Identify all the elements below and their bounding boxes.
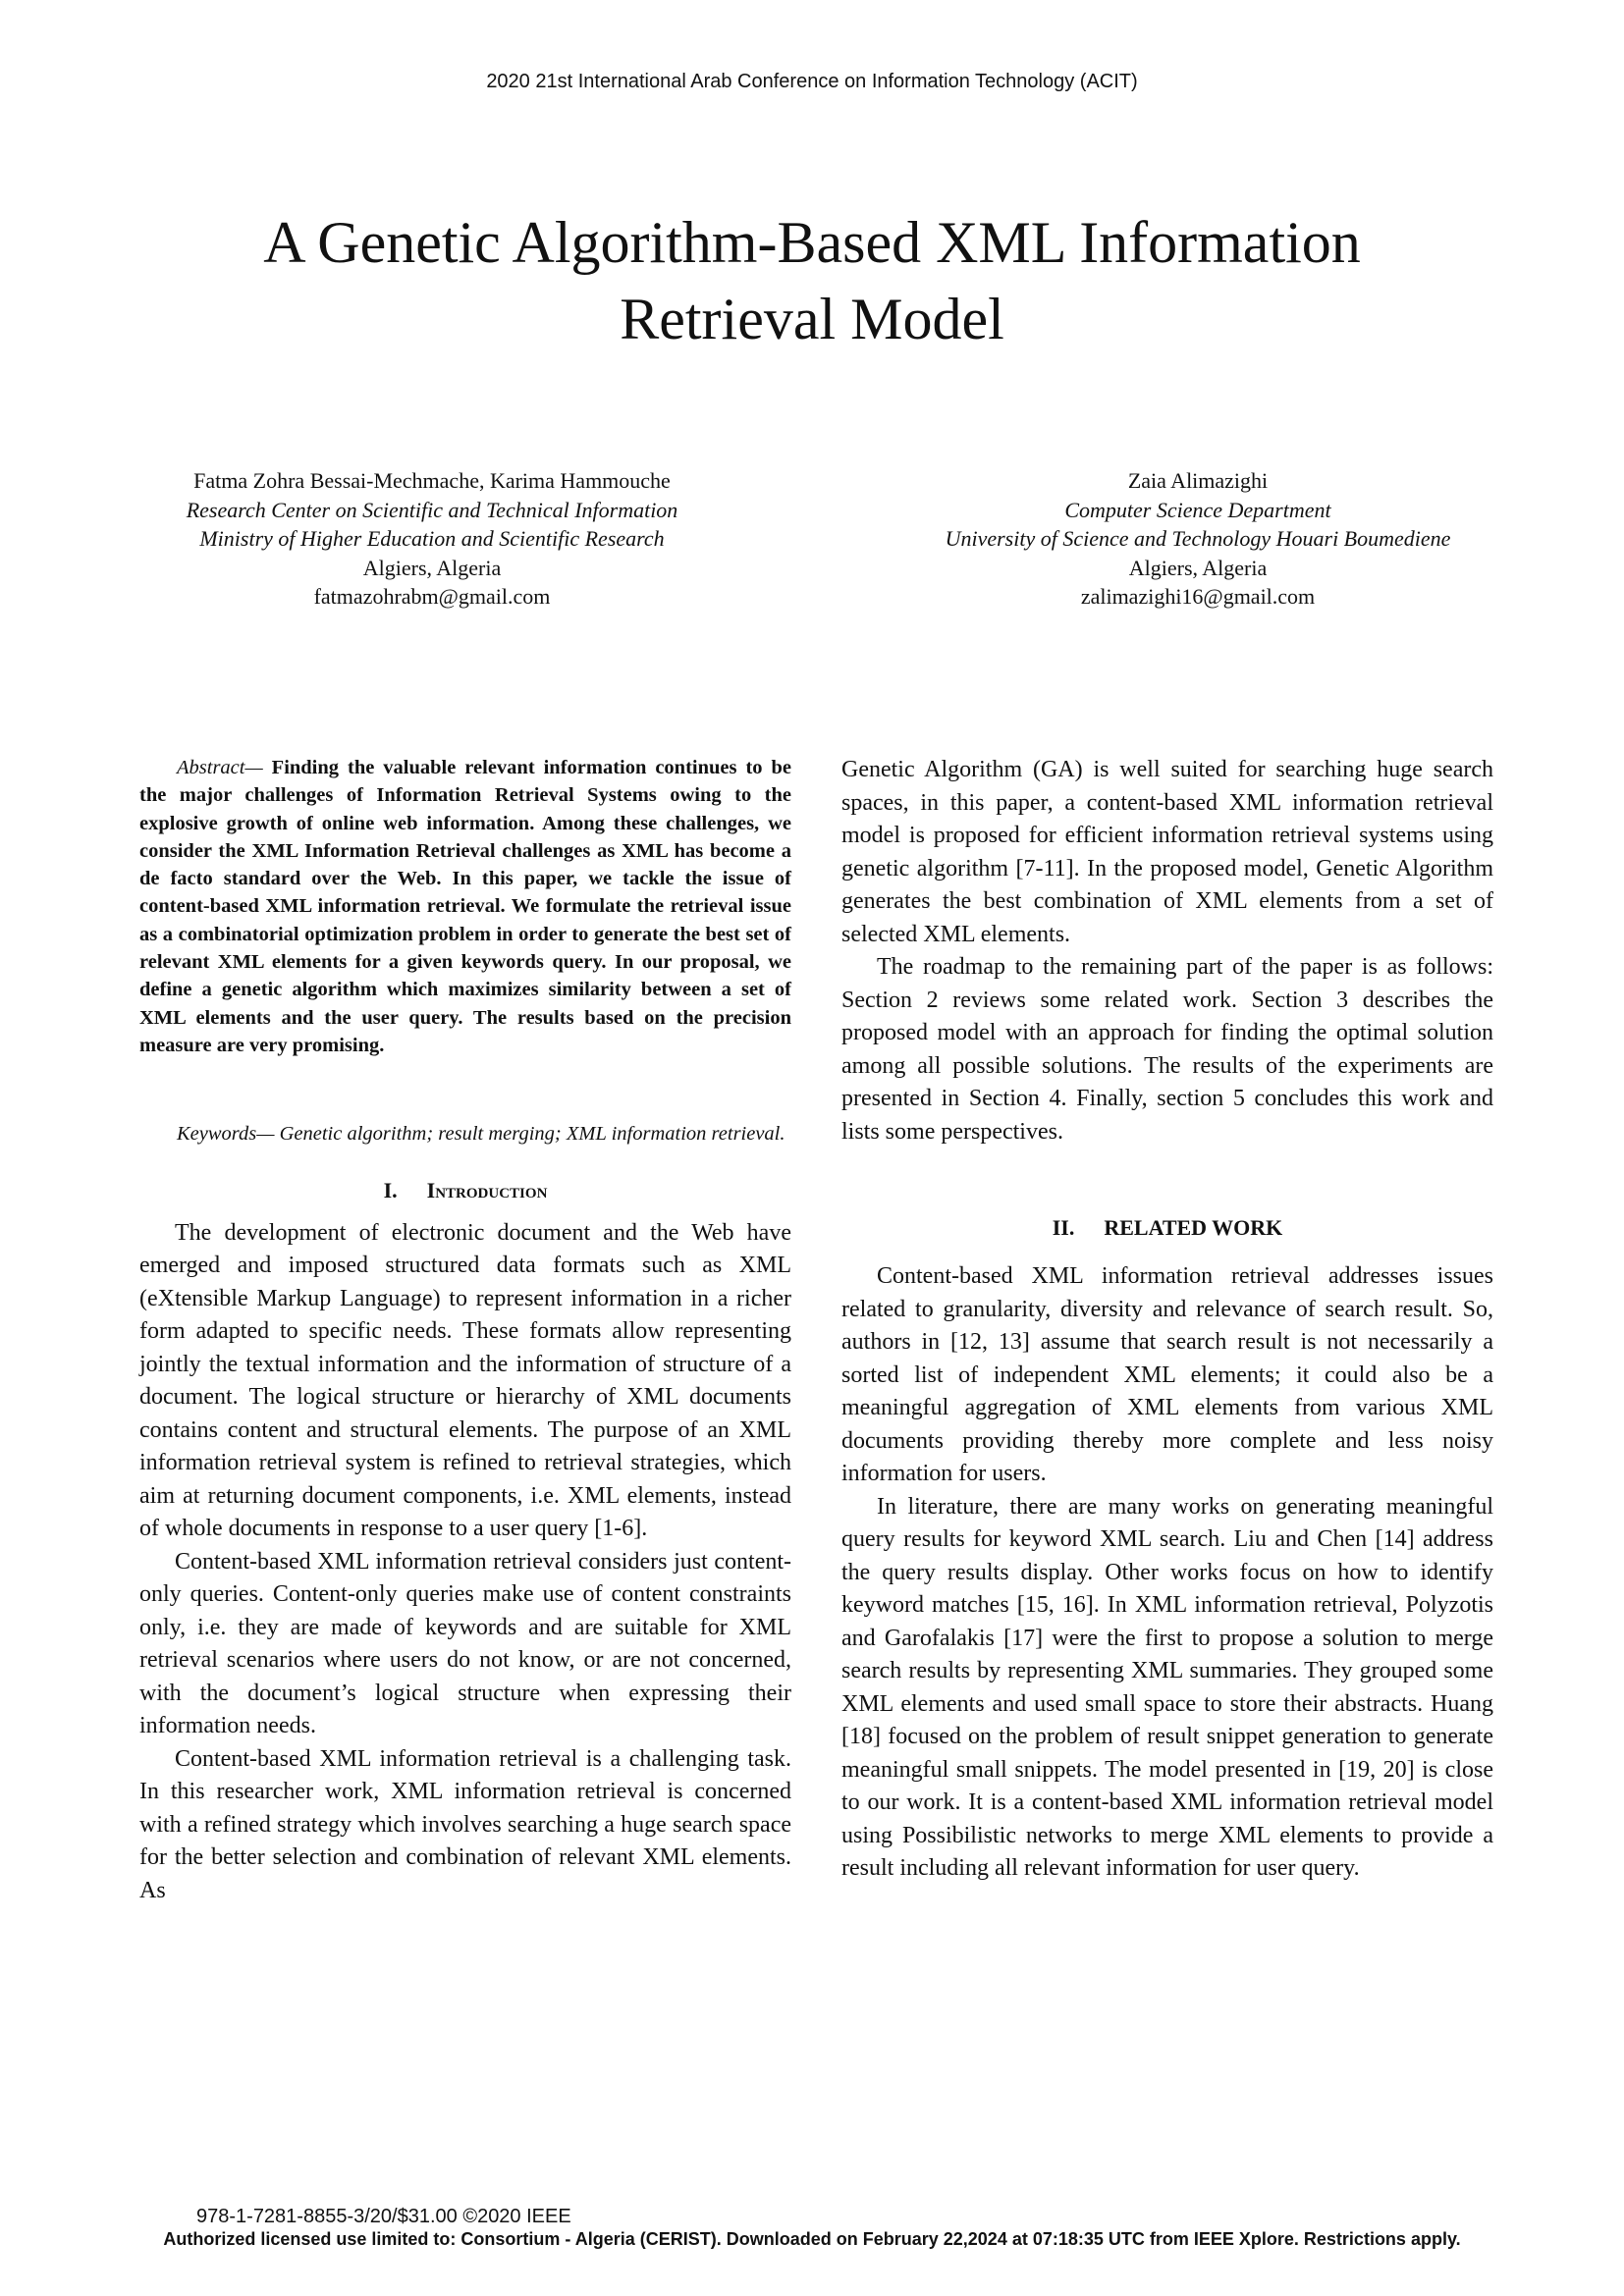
author-affiliation: University of Science and Technology Houari Boumediene bbox=[945, 526, 1451, 551]
related-work-paragraph: Content-based XML information retrieval addresses issues related to granularity, diversity and relevance of search result. So, authors in [12, 13] assume that search result is not necessarily a sorted list of independent XML elements; it could also be a meaningful aggregation of XML elements from various XML documents providing thereby more complete and less noisy information for users. bbox=[841, 1263, 1493, 1486]
right-column bbox=[841, 754, 1493, 1886]
author-names: Fatma Zohra Bessai-Mechmache, Karima Hammouche bbox=[193, 468, 671, 493]
author-location: Algiers, Algeria bbox=[362, 555, 502, 580]
paper-title-line-1: A Genetic Algorithm-Based XML Information bbox=[263, 210, 1361, 275]
left-column bbox=[139, 754, 791, 1907]
author-email: fatmazohrabm@gmail.com bbox=[313, 584, 551, 609]
abstract-label: Abstract— bbox=[177, 757, 263, 778]
section-heading-related-work bbox=[841, 1215, 1493, 1241]
section-heading-introduction bbox=[139, 1178, 791, 1203]
footer-isbn: 978-1-7281-8855-3/20/$31.00 ©2020 IEEE bbox=[196, 2206, 571, 2227]
intro-paragraph: Content-based XML information retrieval considers just content-only queries. Content-only queries make use of content constraints only, i.e. they are made of keywords and are suitable for XML retrieval scenarios where users do not know, or are not concerned, with the document’s logical structure when expressing their information needs. bbox=[139, 1548, 791, 1739]
author-block-right bbox=[864, 466, 1532, 612]
section-title: Introduction bbox=[426, 1177, 548, 1202]
intro-paragraph: Genetic Algorithm (GA) is well suited for searching huge search spaces, in this paper, a content-based XML information retrieval model is proposed for efficient information retrieval systems using genetic algorithm [7-11]. In the proposed model, Genetic Algorithm generates the best combination of XML elements from a set of selected XML elements. bbox=[841, 757, 1493, 947]
author-email: zalimazighi16@gmail.com bbox=[1080, 584, 1316, 609]
section-title: RELATED WORK bbox=[1104, 1215, 1283, 1240]
intro-paragraph: The development of electronic document and the Web have emerged and imposed structured data formats such as XML (eXtensible Markup Language) to represent information in a richer form adapted to specific needs. These formats allow representing jointly the textual information and the information of structure of a document. The logical structure or hierarchy of XML documents contains content and structural elements. The purpose of an XML information retrieval system is refined to retrieval strategies, which aim at returning document components, i.e. XML elements, instead of whole documents in response to a user query [1-6]. bbox=[139, 1219, 791, 1542]
abstract bbox=[139, 754, 791, 1059]
intro-paragraph: The roadmap to the remaining part of the paper is as follows: Section 2 reviews some related work. Section 3 describes the proposed model with an approach for finding the optimal solution among all possible solutions. The results of the experiments are presented in Section 4. Finally, section 5 concludes this work and lists some perspectives. bbox=[841, 954, 1493, 1145]
keywords: Keywords— Genetic algorithm; result merging; XML information retrieval. bbox=[177, 1123, 785, 1146]
conference-header: 2020 21st International Arab Conference on Information Technology (ACIT) bbox=[486, 71, 1138, 92]
intro-paragraph: Content-based XML information retrieval is a challenging task. In this researcher work, XML information retrieval is concerned with a refined strategy which involves searching a huge search space for the better selection and combination of relevant XML elements. As bbox=[139, 1745, 791, 1903]
author-location: Algiers, Algeria bbox=[1128, 555, 1268, 580]
author-affiliation: Ministry of Higher Education and Scientific Research bbox=[199, 526, 665, 551]
paper-title bbox=[98, 204, 1526, 357]
author-names: Zaia Alimazighi bbox=[1127, 468, 1269, 493]
author-affiliation: Research Center on Scientific and Technical Information bbox=[186, 497, 678, 522]
section-number: I. bbox=[383, 1177, 398, 1202]
section-number: II. bbox=[1052, 1215, 1075, 1240]
footer-license: Authorized licensed use limited to: Consortium - Algeria (CERIST). Downloaded on February 22,2024 at 07:18:35 UTC from IEEE Xplore. Restrictions apply. bbox=[163, 2229, 1461, 2249]
related-work-paragraph: In literature, there are many works on generating meaningful query results for keyword XML search. Liu and Chen [14] address the query results display. Other works focus on how to identify keyword matches [15, 16]. In XML information retrieval, Polyzotis and Garofalakis [17] were the first to propose a solution to merge search results by representing XML summaries. They grouped some XML elements and used small space to store their abstracts. Huang [18] focused on the problem of result snippet generation to generate meaningful small snippets. The model presented in [19, 20] is close to our work. It is a content-based XML information retrieval model using Possibilistic networks to merge XML elements to provide a result including all relevant information for user query. bbox=[841, 1493, 1493, 1881]
author-affiliation: Computer Science Department bbox=[1064, 497, 1331, 522]
author-block-left bbox=[108, 466, 756, 612]
abstract-text: Finding the valuable relevant information continues to be the major challenges of Information Retrieval Systems owing to the explosive growth of online web information. Among these challenges, we consider the XML Information Retrieval challenges as XML has become a de facto standard over the Web. In this paper, we tackle the issue of content-based XML information retrieval. We formulate the retrieval issue as a combinatorial optimization problem in order to generate the best set of relevant XML elements for a given keywords query. In our proposal, we define a genetic algorithm which maximizes similarity between a set of XML elements and the user query. The results based on the precision measure are very promising. bbox=[139, 757, 791, 1056]
paper-title-line-2: Retrieval Model bbox=[620, 287, 1004, 351]
